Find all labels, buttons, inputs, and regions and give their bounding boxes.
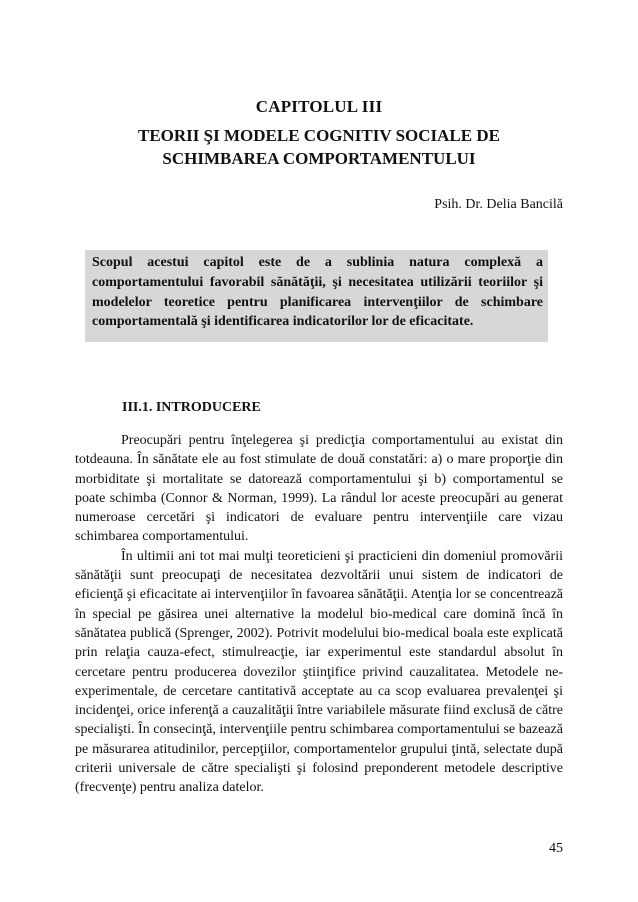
paragraph-2: În ultimii ani tot mai mulţi teoreticieni şi practicieni din domeniul promovării sănătăţii sunt preocupaţi de necesitatea dezvoltării unui sistem de indicatori de eficienţă şi eficacitate ai intervenţiilor în favoarea sănătăţii. Atenţia lor se concentrează în special pe găsirea unei alternative la modelul bio-medical care domină încă în sănătatea publică (Sprenger, 2002). Potrivit modelului bio-medical boala este explicată prin relaţia cauza-efect, stimulreacţie, iar experimentul este standardul absolut în cercetare pentru producerea dovezilor ştiinţifice privind cauzalitatea. Metodele ne-experimentale, de cercetare cantitativă acceptate au ca scop evaluarea prevalenţei şi incidenţei, orice inferenţă a cauzalităţii între variabilele măsurate fiind exclusă de către specialişti. În consecinţă, intervenţiile pentru schimbarea comportamentului se bazează pe măsurarea atitudinilor, percepţiilor, comportamentelor grupului ţintă, selectate după criterii universale de către specialişti şi folosind preponderent metodele descriptive (frecvenţe) pentru analiza datelor.: [75, 548, 563, 796]
paragraph-1: Preocupări pentru înţelegerea şi predicţia comportamentului au existat din totdeauna. În sănătate ele au fost stimulate de două constatări: a) o mare proporţie din morbiditate şi mortalitate se datorează comportamentului şi b) comportamentul se poate schimba (Connor & Norman, 1999). La rândul lor aceste preocupări au generat numeroase cercetări şi indicatori de evaluare pentru intervenţiile care vizau schimbarea comportamentului.: [75, 433, 563, 545]
section-heading: III.1. INTRODUCERE: [122, 400, 261, 415]
chapter-label: CAPITOLUL III: [255, 97, 383, 116]
chapter-title: TEORII ŞI MODELE COGNITIV SOCIALE DE SCHIMBAREA COMPORTAMENTULUI: [138, 126, 500, 168]
page-number: 45: [549, 841, 563, 856]
body-text: [75, 431, 563, 798]
author-line: Psih. Dr. Delia Bancilă: [434, 197, 563, 212]
abstract-box: Scopul acestui capitol este de a sublinia natura complexă a comportamentului favorabil sănătăţii, şi necesitatea utilizării teoriilor şi modelelor teoretice pentru planificarea intervenţiilor de schimbare comportamentală şi identificarea indicatorilor lor de eficacitate.: [85, 250, 548, 342]
